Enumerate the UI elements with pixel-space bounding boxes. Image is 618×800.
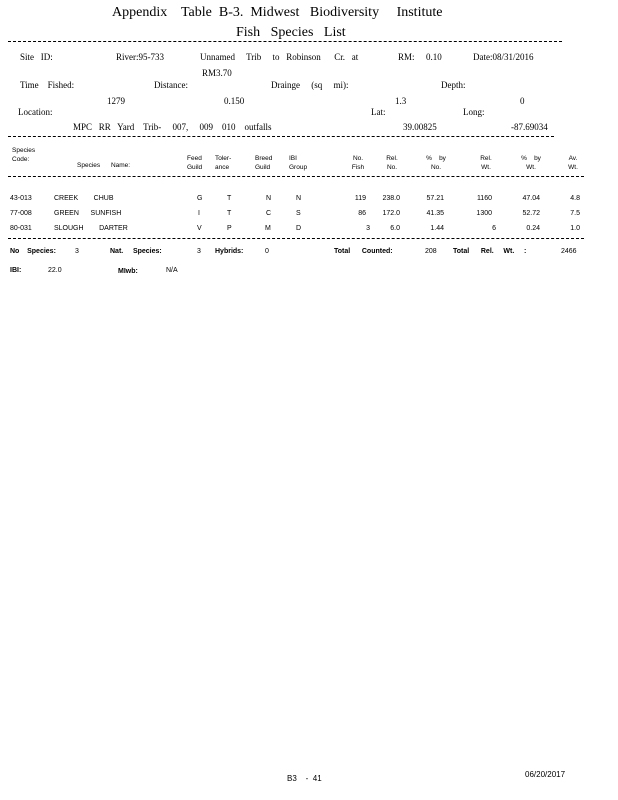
depth-value: 0 [520,96,525,106]
cell-name: GREEN SUNFISH [54,210,122,217]
cell-rel-wt: 1160 [476,195,492,202]
divider [8,41,562,42]
miwb-label: MIwb: [118,268,138,275]
date-label: Date:08/31/2016 [473,52,534,62]
cell-feed: V [197,225,202,232]
header-species-code: Species Code: [12,147,36,163]
site-id-value: River:95-733 [116,52,164,62]
divider [8,238,584,239]
cell-feed: G [197,195,203,202]
header-feed-guild: Feed Guild [187,155,203,171]
table-row [0,225,618,235]
cell-ibi: N [296,195,302,202]
cell-name: SLOUGH DARTER [54,225,128,232]
header-breed-guild: Breed Guild [255,155,273,171]
header-pct-by-wt: % by Wt. [521,155,541,171]
cell-pct-no: 57.21 [426,195,444,202]
cell-ibi: S [296,210,301,217]
cell-rel-no: 6.0 [390,225,400,232]
drainage-label: Drainge (sq mi): [271,80,349,90]
cell-pct-wt: 52.72 [522,210,540,217]
page-subtitle: Fish Species List [236,25,346,40]
lat-value: 39.00825 [403,122,437,132]
total-rel-wt-label: Total Rel. Wt. : [453,248,527,255]
cell-av-wt: 4.8 [570,195,580,202]
total-rel-wt-value: 2466 [561,248,577,255]
cell-pct-wt: 0.24 [526,225,540,232]
cell-rel-wt: 6 [492,225,496,232]
time-fished-value: 1279 [107,96,125,106]
cell-tol: T [227,210,232,217]
long-value: -87.69034 [511,122,548,132]
location-label: Location: [18,107,53,117]
cell-av-wt: 1.0 [570,225,580,232]
header-pct-by-no: % by No. [426,155,446,171]
header-rel-no: Rel. No. [386,155,398,171]
cell-tol: P [227,225,232,232]
time-fished-label: Time Fished: [20,80,75,90]
cell-name: CREEK CHUB [54,195,114,202]
rm-extra: RM3.70 [202,68,232,78]
cell-av-wt: 7.5 [570,210,580,217]
long-label: Long: [463,107,485,117]
cell-code: 43-013 [10,195,32,202]
ibi-label: IBI: [10,267,22,274]
table-row [0,210,618,220]
cell-breed: N [266,195,272,202]
cell-rel-no: 238.0 [382,195,400,202]
total-counted-value: 208 [425,248,437,255]
hybrids-label: Hybrids: [215,248,244,255]
cell-tol: T [227,195,232,202]
header-species-name: Species Name: [77,162,131,169]
hybrids-value: 0 [265,248,269,255]
nat-species-label: Nat. Species: [110,248,162,255]
header-no-fish: No. Fish [351,155,365,171]
total-counted-label: Total Counted: [334,248,393,255]
nat-species-value: 3 [197,248,201,255]
lat-label: Lat: [371,107,386,117]
cell-code: 80-031 [10,225,32,232]
site-id-label: Site ID: [20,52,53,62]
header-ibi-group: IBI Group [289,155,308,171]
cell-no-fish: 86 [358,210,366,217]
distance-value: 0.150 [224,96,245,106]
page-title: Appendix Table B-3. Midwest Biodiversity Institute [112,5,443,20]
cell-pct-wt: 47.04 [522,195,540,202]
depth-label: Depth: [441,80,466,90]
page-number: B3 - 41 [287,774,322,783]
footer-date: 06/20/2017 [525,770,566,779]
header-av-wt: Av. Wt. [568,155,578,171]
cell-ibi: D [296,225,302,232]
stream-name: Unnamed Trib to Robinson Cr. at [200,52,359,62]
header-tolerance: Toler- ance [215,155,232,171]
miwb-value: N/A [166,267,178,274]
cell-feed: I [198,210,200,217]
ibi-value: 22.0 [48,267,62,274]
no-species-value: 3 [75,248,79,255]
divider [8,176,584,177]
cell-pct-no: 1.44 [430,225,444,232]
cell-rel-wt: 1300 [476,210,492,217]
no-species-label: No Species: [10,248,56,255]
cell-breed: C [266,210,272,217]
cell-breed: M [265,225,271,232]
rm-label: RM: [398,52,415,62]
cell-pct-no: 41.35 [426,210,444,217]
cell-rel-no: 172.0 [382,210,400,217]
cell-no-fish: 119 [354,195,366,202]
location-value: MPC RR Yard Trib- 007, 009 010 outfalls [73,122,272,132]
divider [8,136,554,137]
cell-no-fish: 3 [366,225,370,232]
table-row [0,195,618,205]
distance-label: Distance: [154,80,188,90]
header-rel-wt: Rel. Wt. [480,155,492,171]
rm-value: 0.10 [426,52,442,62]
cell-code: 77-008 [10,210,32,217]
drainage-value: 1.3 [395,96,407,106]
